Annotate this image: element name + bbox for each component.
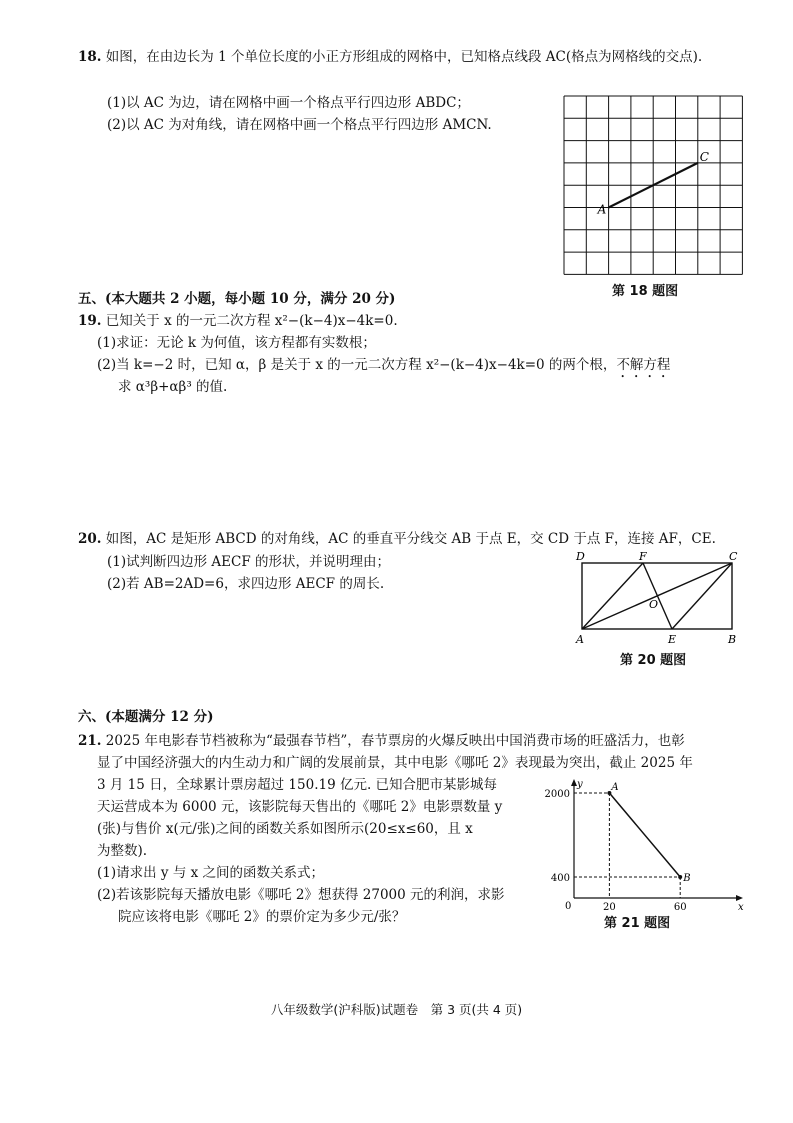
label-c: C bbox=[729, 550, 738, 563]
q19-stem: 已知关于 x 的一元二次方程 x²−(k−4)x−4k=0. bbox=[105, 313, 398, 329]
q21-line5: (张)与售价 x(元/张)之间的函数关系如图所示(20≤x≤60，且 x bbox=[97, 821, 473, 837]
q18-stem: 如图，在由边长为 1 个单位长度的小正方形组成的网格中，已知格点线段 AC(格点为网格线的交点). bbox=[105, 49, 703, 65]
q19-part2-b: 求 α³β+αβ³ 的值. bbox=[118, 379, 228, 395]
q18-number: 18. bbox=[78, 49, 102, 65]
label-f: F bbox=[639, 550, 647, 563]
section-6-header: 六、(本题满分 12 分) bbox=[78, 709, 214, 725]
q20-caption: 第 20 题图 bbox=[620, 653, 687, 668]
q18-part1: (1)以 AC 为边，请在网格中画一个格点平行四边形 ABDC； bbox=[107, 95, 470, 111]
label-a: A bbox=[597, 202, 607, 217]
q18-grid-figure bbox=[556, 90, 746, 285]
q21-line3: 3 月 15 日，全球累计票房超过 150.19 亿元. 已知合肥市某影城每 bbox=[97, 777, 498, 793]
point-label-a: A bbox=[611, 782, 619, 793]
section-5-header: 五、(本大题共 2 小题，每小题 10 分，满分 20 分) bbox=[78, 291, 396, 307]
y-tick-label: 2000 bbox=[544, 789, 570, 800]
q21-caption: 第 21 题图 bbox=[604, 916, 671, 931]
origin-label: 0 bbox=[565, 901, 572, 912]
label-o: O bbox=[649, 598, 659, 611]
label-e: E bbox=[668, 633, 677, 646]
data-point bbox=[678, 875, 682, 879]
label-c: C bbox=[699, 149, 709, 164]
label-b: B bbox=[728, 633, 737, 646]
series-line bbox=[609, 793, 680, 877]
q21-line1-text: 2025 年电影春节档被称为“最强春节档”，春节票房的火爆反映出中国消费市场的旺盛活力，也彰 bbox=[105, 733, 685, 749]
q21-part1: (1)请求出 y 与 x 之间的函数关系式； bbox=[97, 865, 325, 881]
q21-line2: 显了中国经济强大的内生动力和广阔的发展前景，其中电影《哪吒 2》表现最为突出，截止 2025 年 bbox=[97, 755, 693, 771]
q19-part2-a: (2)当 k=−2 时，已知 α，β 是关于 x 的一元二次方程 x²−(k−4)x−4k=0 的两个根， bbox=[97, 357, 617, 373]
q18-text bbox=[78, 46, 750, 68]
q21-part2-b: 院应该将电影《哪吒 2》的票价定为多少元/张？ bbox=[118, 909, 406, 925]
q21-line1 bbox=[78, 730, 685, 752]
point-label-b: B bbox=[683, 873, 691, 884]
q20-number: 20. bbox=[78, 531, 102, 547]
q21-function-chart bbox=[540, 778, 750, 913]
x-axis-label: x bbox=[738, 902, 744, 913]
line-af bbox=[582, 563, 643, 629]
q19-part1: (1)求证：无论 k 为何值，该方程都有实数根； bbox=[97, 335, 376, 351]
q21-line6: 为整数). bbox=[97, 843, 148, 859]
line-ce bbox=[672, 563, 732, 629]
q21-part2-a: (2)若该影院每天播放电影《哪吒 2》想获得 27000 元的利润，求影 bbox=[97, 887, 505, 903]
q19-part2-emphasis: 不解方程 bbox=[616, 357, 671, 373]
y-tick-label: 400 bbox=[550, 873, 570, 884]
q19-text bbox=[78, 310, 398, 332]
x-tick-label: 60 bbox=[673, 902, 687, 913]
q21-number: 21. bbox=[78, 733, 102, 749]
label-a: A bbox=[576, 633, 584, 646]
x-axis-arrow bbox=[736, 895, 743, 901]
q21-line4: 天运营成本为 6000 元，该影院每天售出的《哪吒 2》电影票数量 y bbox=[97, 799, 503, 815]
q20-text bbox=[78, 528, 758, 550]
q19-number: 19. bbox=[78, 313, 102, 329]
page-footer: 八年级数学(沪科版)试题卷 第 3 页(共 4 页) bbox=[270, 1002, 523, 1017]
q20-rectangle-figure bbox=[568, 550, 748, 650]
y-axis-label: y bbox=[577, 779, 583, 790]
x-tick-label: 20 bbox=[603, 902, 616, 913]
q20-part1: (1)试判断四边形 AECF 的形状，并说明理由； bbox=[107, 554, 391, 570]
label-d: D bbox=[576, 550, 585, 563]
q18-part2: (2)以 AC 为对角线，请在网格中画一个格点平行四边形 AMCN. bbox=[107, 117, 492, 133]
perpendicular-ef bbox=[643, 563, 672, 629]
q20-stem: 如图，AC 是矩形 ABCD 的对角线，AC 的垂直平分线交 AB 于点 E，交 CD 于点 F，连接 AF，CE. bbox=[105, 531, 716, 547]
q20-part2: (2)若 AB=2AD=6，求四边形 AECF 的周长. bbox=[107, 576, 385, 592]
q18-caption: 第 18 题图 bbox=[612, 284, 679, 299]
